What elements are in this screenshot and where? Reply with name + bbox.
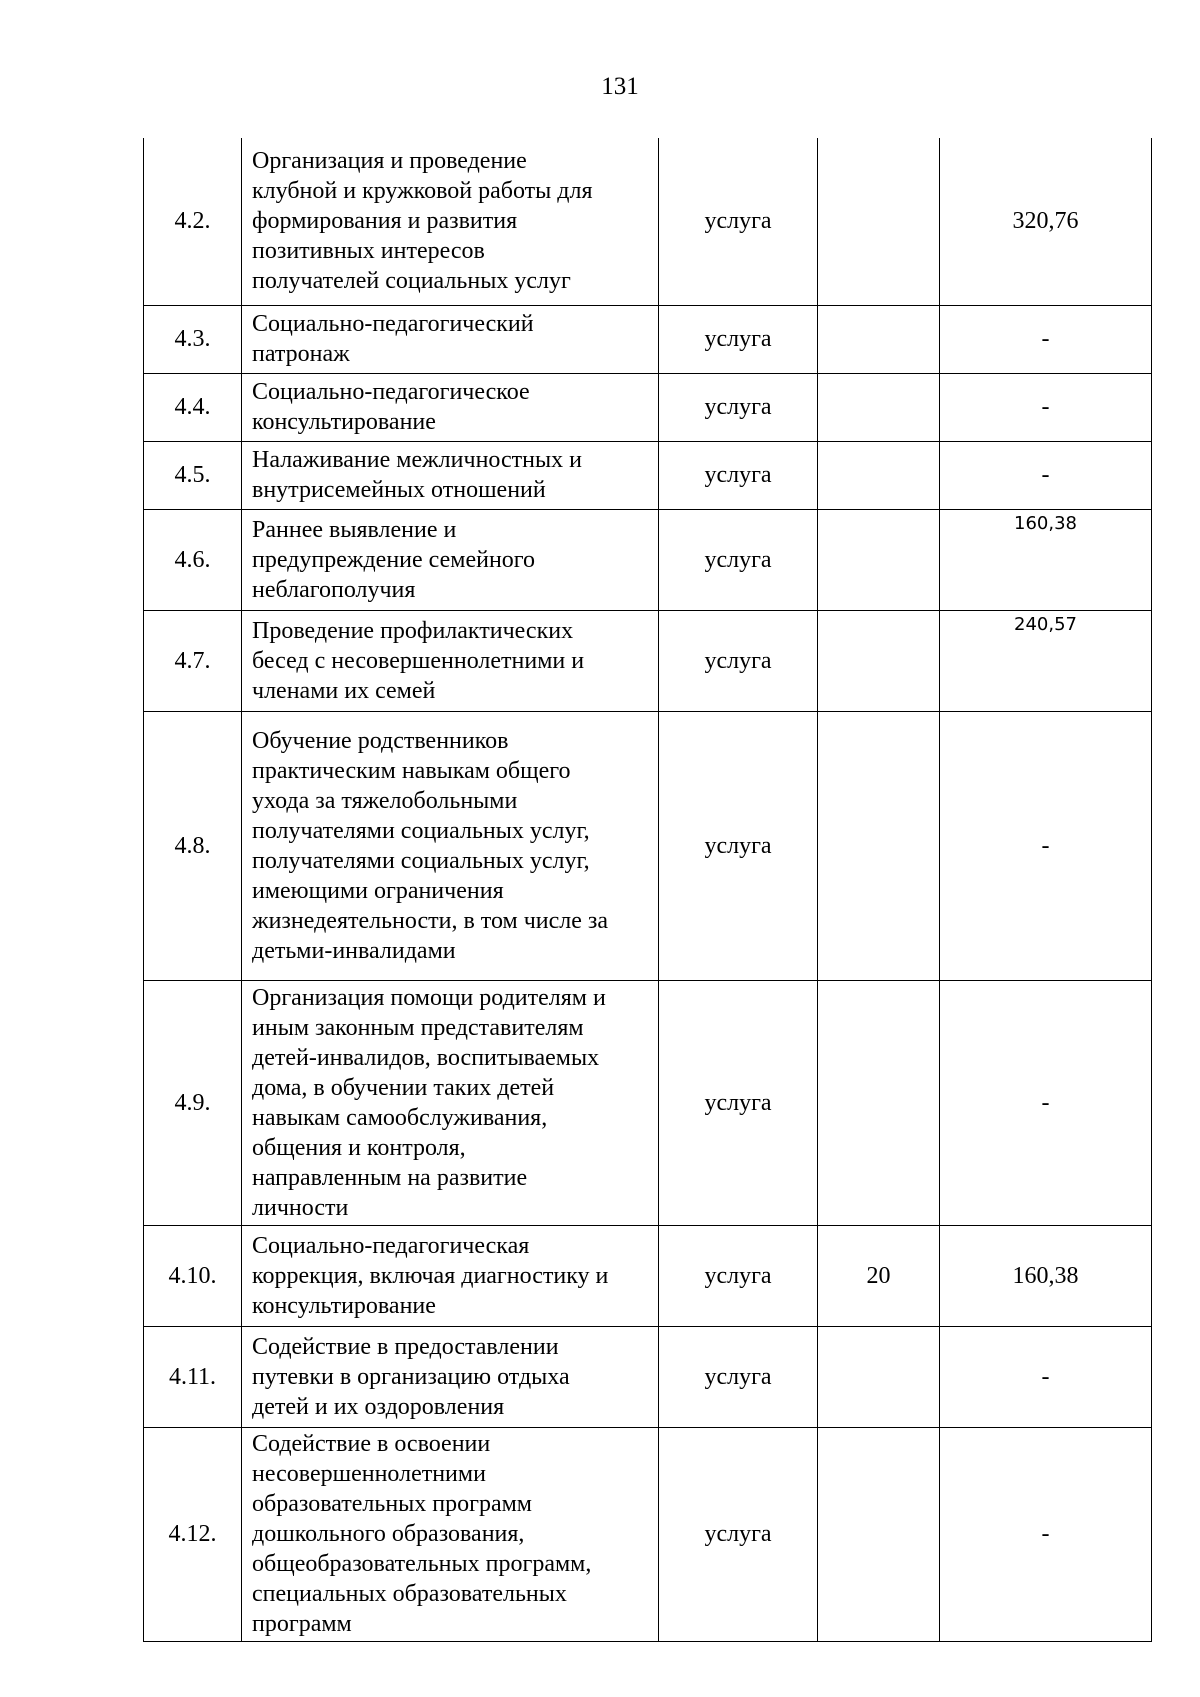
table-row	[144, 441, 1152, 509]
unit-cell	[659, 1326, 818, 1427]
price-cell-text: -	[1041, 394, 1050, 420]
quantity-cell	[818, 711, 940, 980]
unit-cell-text: услуга	[704, 462, 772, 488]
row-number	[144, 305, 242, 373]
quantity-cell	[818, 1326, 940, 1427]
table-row	[144, 305, 1152, 373]
quantity-cell	[818, 1427, 940, 1641]
price-cell	[940, 305, 1152, 373]
unit-cell-text: услуга	[704, 394, 772, 420]
service-name-text: Социально-педагогическое консультирование	[252, 379, 530, 435]
service-name	[242, 509, 659, 610]
table-row	[144, 980, 1152, 1225]
unit-cell-text: услуга	[704, 208, 772, 235]
service-name-text: Обучение родственников практическим навыкам общего ухода за тяжелобольными получателями социальных услуг, получателями социальных услуг, имеющими ограничения жизнедеятельности, в том числе за детьми-инвалидами	[252, 727, 609, 964]
price-cell	[940, 1326, 1152, 1427]
row-number-text: 4.4.	[174, 394, 211, 420]
unit-cell-text: услуга	[704, 1262, 772, 1289]
services-table	[143, 138, 1152, 1642]
table-row	[144, 509, 1152, 610]
quantity-cell	[818, 441, 940, 509]
service-name-text: Налаживание межличностных и внутрисемейных отношений	[252, 447, 582, 503]
price-cell-text: 320,76	[1012, 208, 1079, 235]
quantity-cell	[818, 610, 940, 711]
price-cell-text: -	[1041, 1089, 1050, 1116]
quantity-cell	[818, 1225, 940, 1326]
unit-cell	[659, 373, 818, 441]
quantity-cell	[818, 373, 940, 441]
service-name	[242, 980, 659, 1225]
quantity-cell	[818, 138, 940, 305]
row-number	[144, 1427, 242, 1641]
row-number	[144, 711, 242, 980]
quantity-cell	[818, 980, 940, 1225]
service-name	[242, 138, 659, 305]
service-name-text: Содействие в освоении несовершеннолетними образовательных программ дошкольного образования, общеобразовательных программ, специальных образовательных программ	[252, 1431, 592, 1637]
unit-cell	[659, 441, 818, 509]
quantity-cell	[818, 509, 940, 610]
service-name	[242, 1326, 659, 1427]
row-number-text: 4.8.	[174, 832, 211, 859]
price-cell-text: -	[1041, 462, 1050, 488]
price-cell	[940, 373, 1152, 441]
table-row	[144, 610, 1152, 711]
service-name	[242, 373, 659, 441]
row-number-text: 4.6.	[174, 546, 211, 573]
service-name	[242, 1225, 659, 1326]
service-name	[242, 305, 659, 373]
price-cell-text: -	[1041, 1521, 1050, 1547]
row-number-text: 4.5.	[174, 462, 211, 488]
service-name	[242, 1427, 659, 1641]
row-number	[144, 980, 242, 1225]
price-cell-text: 160,38	[1012, 1262, 1079, 1289]
row-number-text: 4.12.	[168, 1521, 217, 1547]
service-name-text: Организация помощи родителям и иным законным представителям детей-инвалидов, воспитываемых дома, в обучении таких детей навыкам самообслуживания, общения и контроля, направленным на развитие личности	[252, 984, 606, 1221]
row-number-text: 4.10.	[168, 1262, 217, 1289]
unit-cell-text: услуга	[704, 546, 772, 573]
row-number-text: 4.2.	[174, 208, 211, 235]
price-cell-text: -	[1041, 832, 1050, 859]
price-cell-text: 160,38	[1014, 512, 1077, 534]
quantity-cell-text: 20	[866, 1262, 891, 1289]
unit-cell	[659, 1427, 818, 1641]
price-cell	[940, 1225, 1152, 1326]
row-number	[144, 138, 242, 305]
table-row	[144, 1427, 1152, 1641]
price-cell	[940, 1427, 1152, 1641]
table-row	[144, 711, 1152, 980]
price-cell	[940, 138, 1152, 305]
table-row	[144, 138, 1152, 305]
unit-cell	[659, 509, 818, 610]
row-number-text: 4.11.	[168, 1363, 217, 1390]
unit-cell-text: услуга	[704, 1089, 772, 1116]
price-cell	[940, 711, 1152, 980]
table-row	[144, 1326, 1152, 1427]
unit-cell-text: услуга	[704, 326, 772, 352]
row-number-text: 4.3.	[174, 326, 211, 352]
row-number	[144, 373, 242, 441]
table-row	[144, 373, 1152, 441]
row-number	[144, 509, 242, 610]
unit-cell	[659, 138, 818, 305]
price-cell	[940, 980, 1152, 1225]
row-number	[144, 610, 242, 711]
price-cell	[940, 509, 1152, 610]
unit-cell-text: услуга	[704, 832, 772, 859]
unit-cell	[659, 305, 818, 373]
row-number-text: 4.9.	[174, 1089, 211, 1116]
unit-cell-text: услуга	[704, 1363, 772, 1390]
unit-cell	[659, 711, 818, 980]
unit-cell-text: услуга	[704, 1521, 772, 1547]
price-cell-text: -	[1041, 326, 1050, 352]
service-name-text: Проведение профилактических бесед с несовершеннолетними и членами их семей	[252, 617, 585, 704]
service-name	[242, 610, 659, 711]
service-name-text: Раннее выявление и предупреждение семейного неблагополучия	[252, 516, 536, 603]
row-number	[144, 1326, 242, 1427]
row-number-text: 4.7.	[174, 647, 211, 674]
unit-cell	[659, 980, 818, 1225]
service-name-text: Содействие в предоставлении путевки в организацию отдыха детей и их оздоровления	[252, 1333, 570, 1420]
page-number: 131	[601, 73, 639, 100]
services-table-body	[144, 138, 1152, 1641]
service-name-text: Организация и проведение клубной и кружковой работы для формирования и развития позитивных интересов получателей социальных услуг	[252, 148, 593, 295]
service-name	[242, 441, 659, 509]
table-row	[144, 1225, 1152, 1326]
quantity-cell	[818, 305, 940, 373]
row-number	[144, 1225, 242, 1326]
price-cell	[940, 610, 1152, 711]
price-cell	[940, 441, 1152, 509]
price-cell-text: 240,57	[1014, 613, 1077, 635]
price-cell-text: -	[1041, 1363, 1050, 1390]
row-number	[144, 441, 242, 509]
unit-cell-text: услуга	[704, 647, 772, 674]
unit-cell	[659, 1225, 818, 1326]
service-name-text: Социально-педагогическая коррекция, включая диагностику и консультирование	[252, 1232, 609, 1319]
service-name	[242, 711, 659, 980]
unit-cell	[659, 610, 818, 711]
service-name-text: Социально-педагогический патронаж	[252, 311, 534, 367]
